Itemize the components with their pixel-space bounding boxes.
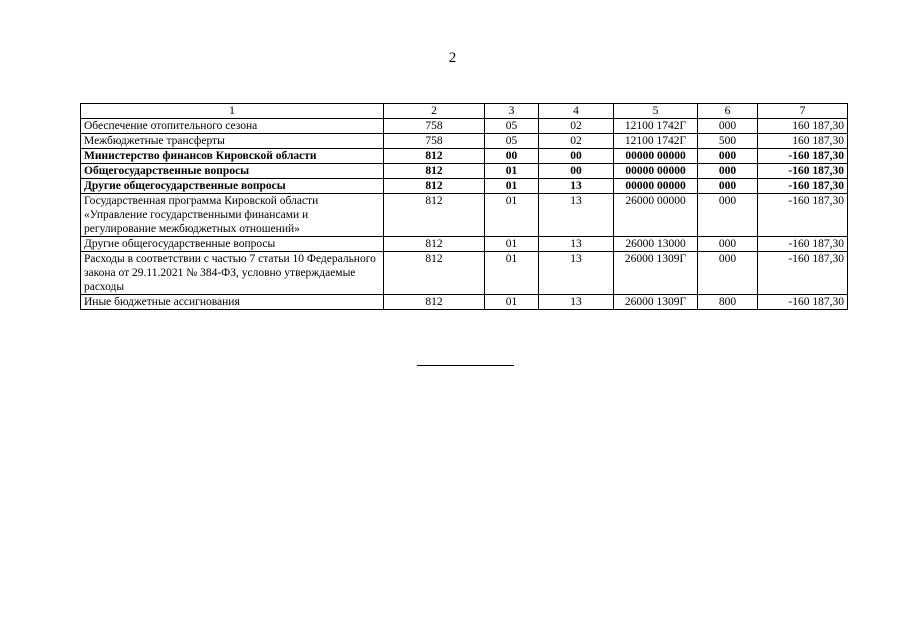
target-article-cell: 12100 1742Г (614, 134, 698, 149)
target-article-cell: 00000 00000 (614, 164, 698, 179)
section-code-cell: 01 (485, 252, 539, 295)
end-of-document-rule (417, 365, 514, 366)
target-article-cell: 26000 1309Г (614, 252, 698, 295)
table-header-row (81, 104, 848, 119)
header-cell: 6 (698, 104, 758, 119)
section-code-cell: 01 (485, 194, 539, 237)
ministry-code-cell: 812 (384, 149, 485, 164)
ministry-code-cell: 812 (384, 295, 485, 310)
target-article-cell: 26000 13000 (614, 237, 698, 252)
header-cell: 3 (485, 104, 539, 119)
subsection-code-cell: 02 (539, 119, 614, 134)
amount-cell: -160 187,30 (758, 164, 848, 179)
subsection-code-cell: 13 (539, 179, 614, 194)
section-code-cell: 01 (485, 237, 539, 252)
item-name-cell: Расходы в соответствии с частью 7 статьи 10 Федерального закона от 29.11.2021 № 384-ФЗ, условно утверждаемые расходы (81, 252, 384, 295)
page-number: 2 (448, 50, 457, 66)
ministry-code-cell: 812 (384, 164, 485, 179)
amount-cell: -160 187,30 (758, 237, 848, 252)
table-row (81, 179, 848, 194)
target-article-cell: 12100 1742Г (614, 119, 698, 134)
subsection-code-cell: 00 (539, 149, 614, 164)
ministry-code-cell: 812 (384, 252, 485, 295)
table-row (81, 119, 848, 134)
expense-type-cell: 000 (698, 179, 758, 194)
section-code-cell: 00 (485, 149, 539, 164)
item-name-cell: Министерство финансов Кировской области (81, 149, 384, 164)
budget-table (80, 103, 848, 310)
expense-type-cell: 000 (698, 237, 758, 252)
header-cell: 7 (758, 104, 848, 119)
expense-type-cell: 800 (698, 295, 758, 310)
section-code-cell: 01 (485, 179, 539, 194)
subsection-code-cell: 02 (539, 134, 614, 149)
ministry-code-cell: 812 (384, 194, 485, 237)
header-cell: 1 (81, 104, 384, 119)
subsection-code-cell: 13 (539, 194, 614, 237)
expense-type-cell: 000 (698, 119, 758, 134)
table-row (81, 194, 848, 237)
header-cell: 5 (614, 104, 698, 119)
header-cell: 2 (384, 104, 485, 119)
expense-type-cell: 500 (698, 134, 758, 149)
target-article-cell: 26000 00000 (614, 194, 698, 237)
target-article-cell: 00000 00000 (614, 149, 698, 164)
amount-cell: -160 187,30 (758, 194, 848, 237)
item-name-cell: Межбюджетные трансферты (81, 134, 384, 149)
table-row (81, 164, 848, 179)
amount-cell: 160 187,30 (758, 134, 848, 149)
table-row (81, 295, 848, 310)
ministry-code-cell: 812 (384, 237, 485, 252)
target-article-cell: 26000 1309Г (614, 295, 698, 310)
header-cell: 4 (539, 104, 614, 119)
section-code-cell: 01 (485, 164, 539, 179)
ministry-code-cell: 812 (384, 179, 485, 194)
table-row (81, 134, 848, 149)
item-name-cell: Общегосударственные вопросы (81, 164, 384, 179)
ministry-code-cell: 758 (384, 134, 485, 149)
table-row (81, 252, 848, 295)
item-name-cell: Другие общегосударственные вопросы (81, 237, 384, 252)
ministry-code-cell: 758 (384, 119, 485, 134)
subsection-code-cell: 00 (539, 164, 614, 179)
amount-cell: -160 187,30 (758, 252, 848, 295)
expense-type-cell: 000 (698, 252, 758, 295)
item-name-cell: Иные бюджетные ассигнования (81, 295, 384, 310)
target-article-cell: 00000 00000 (614, 179, 698, 194)
expense-type-cell: 000 (698, 149, 758, 164)
table-row (81, 149, 848, 164)
item-name-cell: Обеспечение отопительного сезона (81, 119, 384, 134)
expense-type-cell: 000 (698, 194, 758, 237)
amount-cell: -160 187,30 (758, 295, 848, 310)
section-code-cell: 05 (485, 119, 539, 134)
item-name-cell: Другие общегосударственные вопросы (81, 179, 384, 194)
item-name-cell: Государственная программа Кировской области «Управление государственными финансами и регулирование межбюджетных отношений» (81, 194, 384, 237)
amount-cell: 160 187,30 (758, 119, 848, 134)
section-code-cell: 01 (485, 295, 539, 310)
expense-type-cell: 000 (698, 164, 758, 179)
subsection-code-cell: 13 (539, 237, 614, 252)
amount-cell: -160 187,30 (758, 179, 848, 194)
subsection-code-cell: 13 (539, 295, 614, 310)
section-code-cell: 05 (485, 134, 539, 149)
amount-cell: -160 187,30 (758, 149, 848, 164)
subsection-code-cell: 13 (539, 252, 614, 295)
table-row (81, 237, 848, 252)
